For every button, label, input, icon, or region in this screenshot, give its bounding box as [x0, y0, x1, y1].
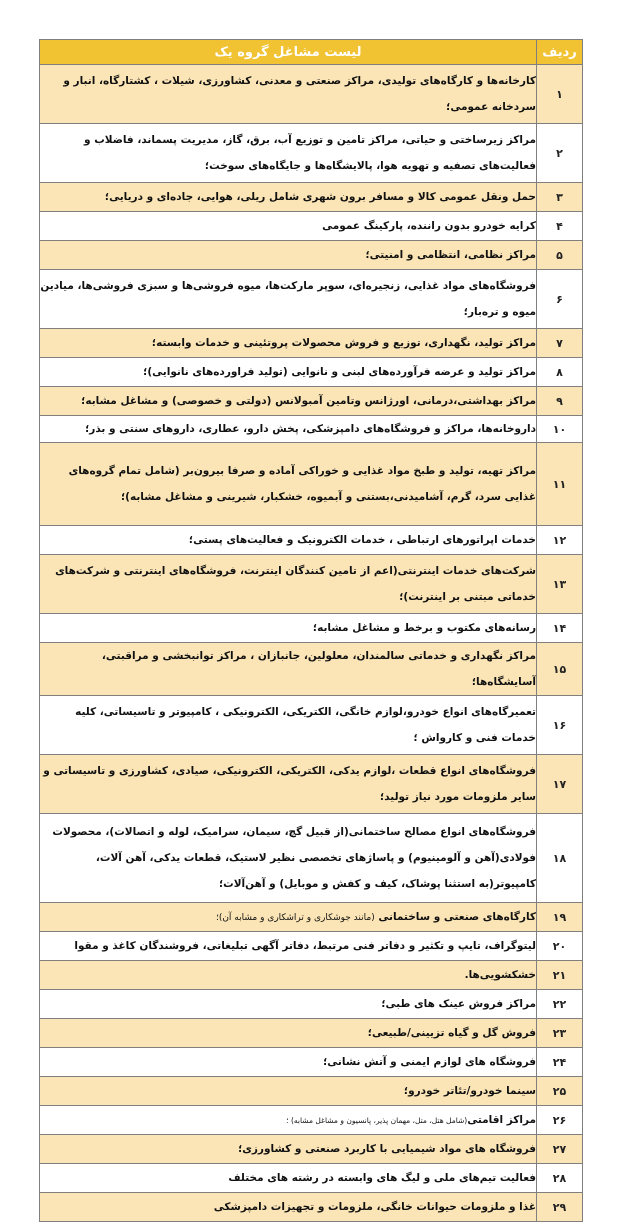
row-number: ۱۷	[537, 755, 583, 814]
row-description-cell	[40, 416, 537, 443]
row-note: (شامل هتل، متل، مهمان پذیر، پانسیون و مشاغل مشابه) ؛	[286, 1115, 468, 1125]
table-row	[40, 903, 583, 932]
row-number: ۶	[537, 270, 583, 329]
row-description-cell	[40, 212, 537, 241]
row-description-cell	[40, 526, 537, 555]
table-row	[40, 932, 583, 961]
row-description-cell	[40, 1164, 537, 1193]
table-row	[40, 65, 583, 124]
row-number: ۲۲	[537, 990, 583, 1019]
table-row	[40, 555, 583, 614]
row-description: مراکز نگهداری و خدماتی سالمندان، معلولین، جانبازان ، مراکز توانبخشی و مراقبتی، آسایشگاه‌ها؛	[101, 650, 536, 688]
table-row	[40, 614, 583, 643]
row-description: مراکز نظامی، انتظامی و امنیتی؛	[365, 249, 536, 261]
header-title: لیست مشاغل گروه یک	[40, 40, 537, 65]
row-description: تعمیرگاه‌های انواع خودرو،لوازم خانگی، الکتریکی، الکترونیکی ، کامپیوتر و تاسیساتی، کلیه خدمات فنی و کارواش ؛	[75, 706, 536, 744]
table-row	[40, 124, 583, 183]
row-description-cell	[40, 387, 537, 416]
table-body	[40, 65, 583, 1222]
row-description: خشکشویی‌ها.	[464, 969, 536, 981]
row-description: فروشگاه‌های انواع مصالح ساختمانی(از قبیل گچ، سیمان، سرامیک، لوله و اتصالات)، محصولات فولادی(آهن و آلومینیوم) و پاساژهای تخصصی نظیر لاستیک، قطعات یدکی، آهن آلات، کامپیوتر(به استثنا پوشاک، کیف و کفش و موبایل) و آهن‌آلات؛	[52, 826, 536, 890]
row-description: حمل ونقل عمومی کالا و مسافر برون شهری شامل ریلی، هوایی، جاده‌ای و دریایی؛	[104, 191, 536, 203]
row-description-cell	[40, 183, 537, 212]
row-description: مراکز فروش عینک های طبی؛	[381, 998, 536, 1010]
row-description: رسانه‌های مکتوب و برخط و مشاغل مشابه؛	[312, 622, 536, 634]
table-row	[40, 358, 583, 387]
row-description: کرایه خودرو بدون راننده، پارکینگ عمومی	[322, 220, 536, 232]
row-description-cell	[40, 614, 537, 643]
row-description-cell	[40, 1019, 537, 1048]
row-number: ۲۵	[537, 1077, 583, 1106]
row-description-cell	[40, 990, 537, 1019]
table-row	[40, 1077, 583, 1106]
row-number: ۷	[537, 329, 583, 358]
table-row	[40, 1135, 583, 1164]
row-number: ۱۶	[537, 696, 583, 755]
header-num: ردیف	[537, 40, 583, 65]
table-row	[40, 270, 583, 329]
row-number: ۲	[537, 124, 583, 183]
row-number: ۵	[537, 241, 583, 270]
table-row	[40, 387, 583, 416]
row-description: فروشگاه های لوازم ایمنی و آتش نشانی؛	[323, 1056, 536, 1068]
table-row	[40, 1106, 583, 1135]
row-description-cell	[40, 329, 537, 358]
row-number: ۴	[537, 212, 583, 241]
row-description: خدمات اپراتورهای ارتباطی ، خدمات الکترونیک و فعالیت‌های پستی؛	[188, 534, 536, 546]
row-number: ۸	[537, 358, 583, 387]
row-number: ۱۳	[537, 555, 583, 614]
row-description-cell	[40, 1135, 537, 1164]
row-number: ۲۷	[537, 1135, 583, 1164]
table-row	[40, 1164, 583, 1193]
table-row	[40, 183, 583, 212]
row-description-cell	[40, 65, 537, 124]
row-description: فروشگاه های مواد شیمیایی با کاربرد صنعتی و کشاورزی؛	[238, 1143, 536, 1155]
row-description: غذا و ملزومات حیوانات خانگی، ملزومات و تجهیزات دامپزشکی	[213, 1201, 536, 1213]
row-number: ۱۲	[537, 526, 583, 555]
row-description: فروش گل و گیاه تزیینی/طبیعی؛	[367, 1027, 536, 1039]
row-number: ۱	[537, 65, 583, 124]
row-description: فروشگاه‌های انواع قطعات ،لوازم یدکی، الکتریکی، الکترونیکی، صیادی، کشاورزی و تاسیساتی و سایر ملزومات مورد نیاز تولید؛	[43, 765, 536, 803]
row-number: ۱۰	[537, 416, 583, 443]
row-number: ۱۹	[537, 903, 583, 932]
row-description-cell	[40, 696, 537, 755]
table-row	[40, 416, 583, 443]
table-row	[40, 755, 583, 814]
row-description-cell	[40, 903, 537, 932]
row-description-cell	[40, 1193, 537, 1222]
table-row	[40, 643, 583, 696]
row-description-cell	[40, 814, 537, 903]
table-row	[40, 329, 583, 358]
row-description-cell	[40, 1048, 537, 1077]
row-description: کارخانه‌ها و کارگاه‌های تولیدی، مراکز صنعتی و معدنی، کشاورزی، شیلات ، کشتارگاه، انبار و سردخانه عمومی؛	[63, 75, 536, 113]
table-row	[40, 443, 583, 526]
row-description: فروشگاه‌های مواد غذایی، زنجیره‌ای، سوپر مارکت‌ها، میوه فروشی‌ها و سبزی فروشی‌ها، میادین میوه و تره‌بار؛	[40, 280, 536, 318]
job-list-table-wrap	[39, 39, 583, 1222]
table-row	[40, 961, 583, 990]
row-description-cell	[40, 241, 537, 270]
row-description: شرکت‌های خدمات اینترنتی(اعم از تامین کنندگان اینترنت، فروشگاه‌های اینترنتی و شرکت‌های خدماتی مبتنی بر اینترنت)؛	[55, 565, 536, 603]
table-row	[40, 1019, 583, 1048]
row-description-cell	[40, 643, 537, 696]
row-description: فعالیت تیم‌های ملی و لیگ های وابسته در رشته های مختلف	[228, 1172, 536, 1184]
row-description: مراکز زیرساختی و حیاتی، مراکز تامین و توزیع آب، برق، گاز، مدیریت پسماند، فاضلاب و فعالیت‌های تصفیه و تهویه هوا، پالایشگاه‌ها و جایگاه‌های سوخت؛	[84, 134, 536, 172]
row-description: مراکز تولید، نگهداری، توزیع و فروش محصولات پروتئینی و خدمات وابسته؛	[151, 337, 536, 349]
row-description-cell	[40, 755, 537, 814]
table-row	[40, 696, 583, 755]
row-description: سینما خودرو/تئاتر خودرو؛	[403, 1085, 536, 1097]
row-description-cell	[40, 443, 537, 526]
row-description-cell	[40, 358, 537, 387]
row-description: داروخانه‌ها، مراکز و فروشگاه‌های دامپزشکی، پخش دارو، عطاری، داروهای سنتی و بذر؛	[85, 423, 536, 435]
row-number: ۳	[537, 183, 583, 212]
row-number: ۹	[537, 387, 583, 416]
row-description: مراکز بهداشتی،درمانی، اورژانس وتامین آمبولانس (دولتی و خصوصی) و مشاغل مشابه؛	[81, 395, 536, 407]
table-row	[40, 990, 583, 1019]
row-number: ۲۴	[537, 1048, 583, 1077]
row-number: ۲۹	[537, 1193, 583, 1222]
row-description-cell	[40, 932, 537, 961]
row-description: مراکز تولید و عرضه فرآورده‌های لبنی و نانوایی (تولید فراورده‌های نانوایی)؛	[143, 366, 536, 378]
row-number: ۱۵	[537, 643, 583, 696]
row-number: ۲۸	[537, 1164, 583, 1193]
row-description: کارگاه‌های صنعتی و ساختمانی	[378, 910, 536, 923]
row-number: ۱۴	[537, 614, 583, 643]
row-number: ۲۶	[537, 1106, 583, 1135]
row-description-cell	[40, 555, 537, 614]
row-description-cell	[40, 270, 537, 329]
row-description-cell	[40, 124, 537, 183]
row-description-cell	[40, 1077, 537, 1106]
table-row	[40, 212, 583, 241]
table-row	[40, 241, 583, 270]
header-row	[40, 40, 583, 65]
row-description-cell	[40, 961, 537, 990]
row-note: (مانند جوشکاری و تراشکاری و مشابه آن)؛	[215, 912, 375, 923]
row-number: ۱۸	[537, 814, 583, 903]
table-row	[40, 1193, 583, 1222]
table-row	[40, 1048, 583, 1077]
table-row	[40, 814, 583, 903]
row-description-cell	[40, 1106, 537, 1135]
row-number: ۲۱	[537, 961, 583, 990]
row-description: مراکز اقامتی	[467, 1113, 536, 1126]
row-number: ۲۳	[537, 1019, 583, 1048]
row-description: مراکز تهیه، تولید و طبخ مواد غذایی و خوراکی آماده و صرفا بیرون‌بر (شامل تمام گروه‌های غذایی سرد، گرم، آشامیدنی،بستنی و آبمیوه، خشکبار، شیرینی و مشاغل مشابه)؛	[68, 465, 536, 503]
row-description: لیتوگراف، تایپ و تکثیر و دفاتر فنی مرتبط، دفاتر آگهی تبلیغاتی، فروشندگان کاغذ و مقوا	[74, 940, 536, 952]
job-list-table	[39, 39, 583, 1222]
row-number: ۲۰	[537, 932, 583, 961]
table-row	[40, 526, 583, 555]
row-number: ۱۱	[537, 443, 583, 526]
